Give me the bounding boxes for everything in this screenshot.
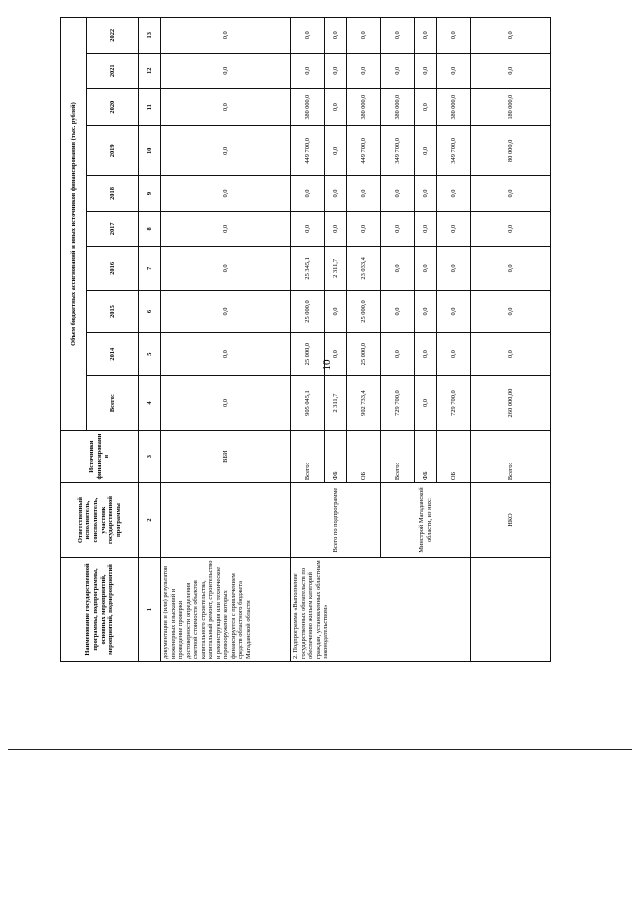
value-cell: 0,0 bbox=[437, 176, 471, 211]
column-number: 4 bbox=[139, 375, 161, 430]
year-header: 2014 bbox=[87, 333, 139, 376]
subprogram-name-cell-empty bbox=[471, 558, 551, 662]
value-cell: 0,0 bbox=[471, 18, 551, 54]
source-cell: ОБ bbox=[347, 431, 381, 483]
value-cell: 25 345,1 bbox=[291, 247, 325, 291]
value-cell: 0,0 bbox=[161, 211, 291, 246]
value-cell: 349 700,0 bbox=[437, 126, 471, 176]
value-cell: 0,0 bbox=[437, 211, 471, 246]
value-cell: 0,0 bbox=[347, 176, 381, 211]
value-cell: 0,0 bbox=[291, 53, 325, 88]
value-cell: 0,0 bbox=[437, 333, 471, 376]
column-number: 7 bbox=[139, 247, 161, 291]
year-header: 2017 bbox=[87, 211, 139, 246]
value-cell: 0,0 bbox=[325, 53, 347, 88]
value-cell: 0,0 bbox=[471, 247, 551, 291]
value-cell: 25 000,0 bbox=[291, 290, 325, 333]
value-cell: 729 700,0 bbox=[437, 375, 471, 430]
subprogram-name-cell: 2. Подпрограмма «Выполнение государственных обязательств по обеспечению жильем категорий граждан, установленных областным законодательством» bbox=[291, 558, 471, 662]
value-cell: 0,0 bbox=[325, 126, 347, 176]
value-cell: 0,0 bbox=[291, 211, 325, 246]
rotated-table-wrapper bbox=[60, 17, 550, 662]
value-cell: 0,0 bbox=[291, 176, 325, 211]
value-cell: 0,0 bbox=[325, 333, 347, 376]
value-cell: 0,0 bbox=[161, 126, 291, 176]
value-cell: 0,0 bbox=[415, 247, 437, 291]
responsible-cell: НКО bbox=[471, 483, 551, 558]
value-cell: 380 000,0 bbox=[437, 88, 471, 125]
header-responsible-col: Ответственный исполнитель, соисполнитель, участник государственной программы bbox=[61, 483, 139, 558]
column-number: 13 bbox=[139, 18, 161, 54]
table-row bbox=[291, 18, 325, 662]
value-cell: 380 000,0 bbox=[381, 88, 415, 125]
value-cell: 0,0 bbox=[161, 53, 291, 88]
value-cell: 0,0 bbox=[415, 53, 437, 88]
value-cell: 0,0 bbox=[161, 247, 291, 291]
source-cell: ВБИ bbox=[161, 431, 291, 483]
table-row bbox=[471, 18, 551, 662]
value-cell: 0,0 bbox=[437, 53, 471, 88]
value-cell: 0,0 bbox=[471, 290, 551, 333]
value-cell: 0,0 bbox=[381, 333, 415, 376]
value-cell: 23 033,4 bbox=[347, 247, 381, 291]
value-cell: 0,0 bbox=[381, 247, 415, 291]
value-cell: 449 700,0 bbox=[347, 126, 381, 176]
value-cell: 25 000,0 bbox=[291, 333, 325, 376]
value-cell: 349 700,0 bbox=[381, 126, 415, 176]
value-cell: 905 045,1 bbox=[291, 375, 325, 430]
source-cell: ОБ bbox=[437, 431, 471, 483]
scan-edge-line bbox=[8, 749, 632, 750]
value-cell: 0,0 bbox=[161, 176, 291, 211]
table-row bbox=[161, 18, 291, 662]
source-cell: ФБ bbox=[325, 431, 347, 483]
value-cell: 0,0 bbox=[325, 88, 347, 125]
year-header: 2020 bbox=[87, 88, 139, 125]
value-cell: 0,0 bbox=[381, 18, 415, 54]
value-cell: 2 311,7 bbox=[325, 247, 347, 291]
value-cell: 0,0 bbox=[437, 290, 471, 333]
value-cell: 0,0 bbox=[415, 18, 437, 54]
value-cell: 0,0 bbox=[415, 88, 437, 125]
column-number: 8 bbox=[139, 211, 161, 246]
year-header: Всего: bbox=[87, 375, 139, 430]
value-cell: 0,0 bbox=[437, 18, 471, 54]
source-cell: Всего: bbox=[291, 431, 325, 483]
value-cell: 25 000,0 bbox=[347, 333, 381, 376]
column-number: 3 bbox=[139, 431, 161, 483]
value-cell: 180 000,0 bbox=[471, 88, 551, 125]
value-cell: 0,0 bbox=[381, 290, 415, 333]
value-cell: 0,0 bbox=[415, 333, 437, 376]
column-number: 11 bbox=[139, 88, 161, 125]
value-cell: 0,0 bbox=[381, 176, 415, 211]
value-cell: 0,0 bbox=[415, 176, 437, 211]
source-cell: Всего: bbox=[381, 431, 415, 483]
column-number: 5 bbox=[139, 333, 161, 376]
value-cell: 729 700,0 bbox=[381, 375, 415, 430]
value-cell: 80 000,0 bbox=[471, 126, 551, 176]
column-number: 1 bbox=[139, 558, 161, 662]
header-source-col: Источники финансирования bbox=[61, 431, 139, 483]
value-cell: 0,0 bbox=[415, 375, 437, 430]
year-header: 2022 bbox=[87, 18, 139, 54]
value-cell: 25 000,0 bbox=[347, 290, 381, 333]
value-cell: 0,0 bbox=[437, 247, 471, 291]
measure-name-cell: документации и (или) результатов инженерных изысканий и проведение проверки достоверности определения сметной стоимости объектов капитального строительства, капитальный ремонт, строительство и реконструкция или техническое перевооружение которых финансируется с привлечением средств областного бюджета Магаданской области bbox=[161, 558, 291, 662]
year-header: 2018 bbox=[87, 176, 139, 211]
column-number: 9 bbox=[139, 176, 161, 211]
value-cell: 0,0 bbox=[471, 333, 551, 376]
responsible-cell: Всего по подпрограмме bbox=[291, 483, 381, 558]
source-cell: ФБ bbox=[415, 431, 437, 483]
value-cell: 0,0 bbox=[415, 211, 437, 246]
column-number: 2 bbox=[139, 483, 161, 558]
value-cell: 0,0 bbox=[415, 126, 437, 176]
value-cell: 0,0 bbox=[291, 18, 325, 54]
header-row-1 bbox=[61, 18, 87, 662]
value-cell: 0,0 bbox=[325, 290, 347, 333]
value-cell: 0,0 bbox=[161, 18, 291, 54]
responsible-cell bbox=[161, 483, 291, 558]
value-cell: 0,0 bbox=[381, 211, 415, 246]
budget-table bbox=[60, 17, 551, 662]
value-cell: 260 000,00 bbox=[471, 375, 551, 430]
value-cell: 0,0 bbox=[161, 333, 291, 376]
year-header: 2016 bbox=[87, 247, 139, 291]
year-header: 2019 bbox=[87, 126, 139, 176]
value-cell: 380 000,0 bbox=[291, 88, 325, 125]
column-number: 12 bbox=[139, 53, 161, 88]
value-cell: 0,0 bbox=[381, 53, 415, 88]
value-cell: 449 700,0 bbox=[291, 126, 325, 176]
value-cell: 0,0 bbox=[347, 211, 381, 246]
value-cell: 0,0 bbox=[161, 88, 291, 125]
page-number: 10 bbox=[321, 359, 333, 371]
column-number: 10 bbox=[139, 126, 161, 176]
column-number-row bbox=[139, 18, 161, 662]
value-cell: 0,0 bbox=[325, 18, 347, 54]
value-cell: 0,0 bbox=[325, 176, 347, 211]
value-cell: 0,0 bbox=[471, 53, 551, 88]
year-header: 2015 bbox=[87, 290, 139, 333]
source-cell: Всего: bbox=[471, 431, 551, 483]
responsible-cell: Минстрой Магаданской области, из них: bbox=[381, 483, 471, 558]
value-cell: 0,0 bbox=[325, 211, 347, 246]
value-cell: 2 311,7 bbox=[325, 375, 347, 430]
year-header: 2021 bbox=[87, 53, 139, 88]
value-cell: 0,0 bbox=[347, 53, 381, 88]
column-number: 6 bbox=[139, 290, 161, 333]
value-cell: 0,0 bbox=[471, 176, 551, 211]
value-cell: 902 733,4 bbox=[347, 375, 381, 430]
value-cell: 0,0 bbox=[161, 375, 291, 430]
value-cell: 0,0 bbox=[161, 290, 291, 333]
value-cell: 0,0 bbox=[471, 211, 551, 246]
header-funding-title: Объем бюджетных ассигнований и иных источников финансирования (тыс. рублей) bbox=[61, 18, 87, 431]
value-cell: 0,0 bbox=[347, 18, 381, 54]
value-cell: 0,0 bbox=[415, 290, 437, 333]
header-name-col: Наименование государственной программы, подпрограммы, основных мероприятий, мероприятий, подмероприятий bbox=[61, 558, 139, 662]
value-cell: 380 000,0 bbox=[347, 88, 381, 125]
